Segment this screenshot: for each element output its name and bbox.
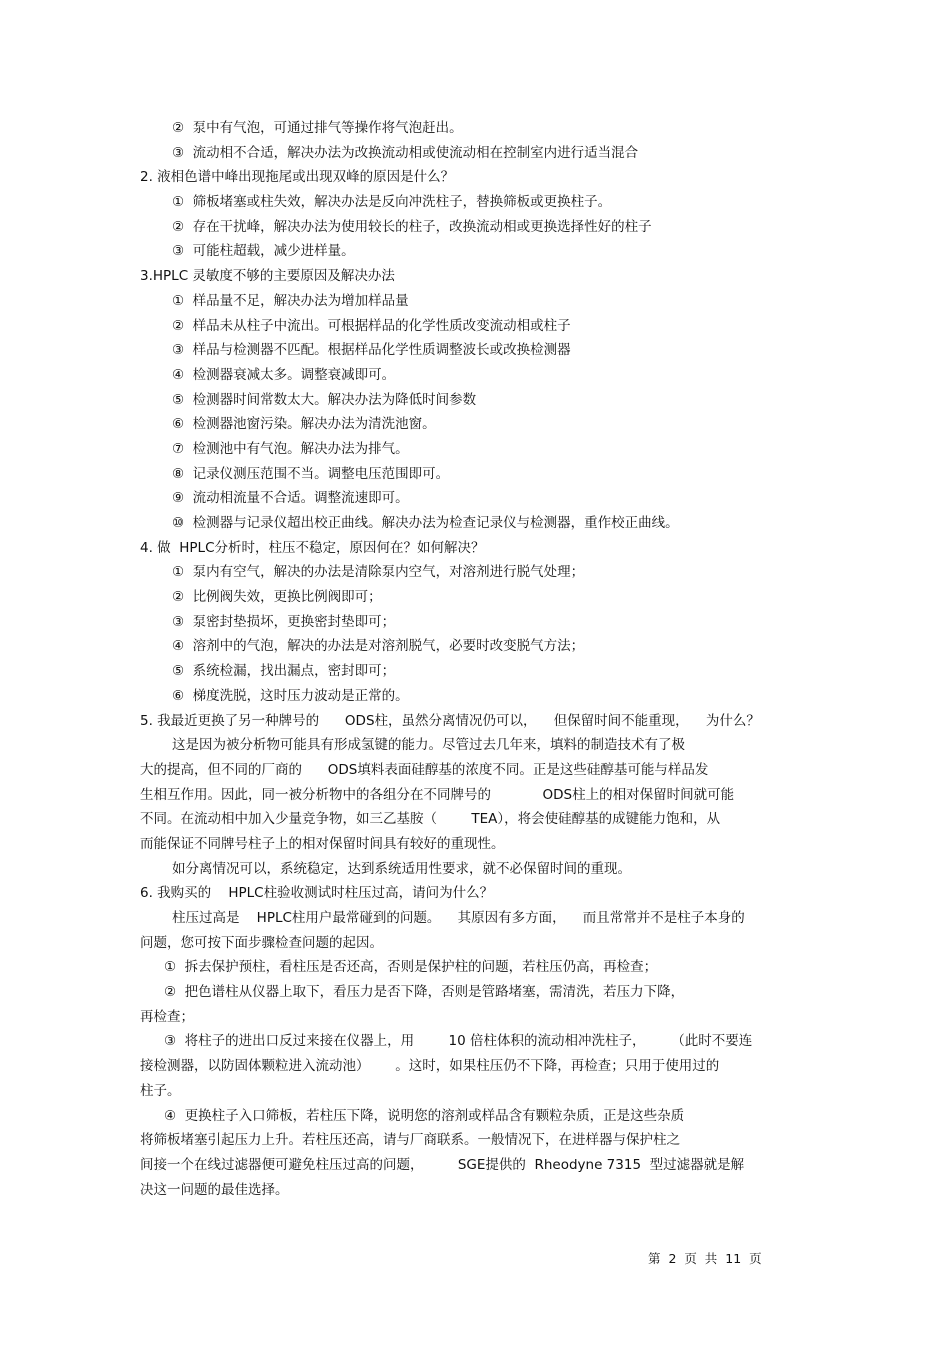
paragraph-line: 再检查；: [140, 1008, 194, 1025]
list-item: ⑥ 梯度洗脱，这时压力波动是正常的。: [172, 687, 409, 704]
paragraph-line: 决这一问题的最佳选择。: [140, 1181, 289, 1198]
list-item: ③ 可能柱超载，减少进样量。: [172, 243, 355, 260]
list-item: ③ 流动相不合适，解决办法为改换流动相或使流动相在控制室内进行适当混合: [172, 144, 639, 161]
list-item: ⑤ 系统检漏，找出漏点，密封即可；: [172, 663, 396, 680]
question-heading: 5. 我最近更换了另一种牌号的 ODS柱，虽然分离情况仍可以， 但保留时间不能重现， 为什么？: [140, 712, 760, 729]
list-item: ③ 样品与检测器不匹配。根据样品化学性质调整波长或改换检测器: [172, 342, 571, 359]
list-item: ④ 溶剂中的气泡，解决的办法是对溶剂脱气，必要时改变脱气方法；: [172, 638, 585, 655]
list-item: ⑦ 检测池中有气泡。解决办法为排气。: [172, 440, 409, 457]
paragraph-line: 不同。在流动相中加入少量竞争物，如三乙基胺（ TEA），将会使硅醇基的成键能力饱和，从: [140, 811, 721, 828]
list-item: ② 比例阀失效，更换比例阀即可；: [172, 589, 382, 606]
list-item: ② 泵中有气泡，可通过排气等操作将气泡赶出。: [172, 120, 463, 136]
document-body: [140, 116, 810, 1202]
list-item: ① 筛板堵塞或柱失效，解决办法是反向冲洗柱子，替换筛板或更换柱子。: [172, 194, 612, 211]
paragraph-line: 生相互作用。因此，同一被分析物中的各组分在不同牌号的 ODS柱上的相对保留时间就可能: [140, 786, 735, 803]
question-heading: 3.HPLC 灵敏度不够的主要原因及解决办法: [140, 268, 395, 285]
step-item: ③ 将柱子的进出口反过来接在仪器上，用 10 倍柱体积的流动相冲洗柱子， （此时不要连: [164, 1033, 753, 1050]
list-item: ⑨ 流动相流量不合适。调整流速即可。: [172, 490, 409, 507]
paragraph-line: 柱子。: [140, 1082, 181, 1099]
paragraph-line: 间接一个在线过滤器便可避免柱压过高的问题， SGE提供的 Rheodyne 7315 型过滤器就是解: [140, 1156, 745, 1173]
paragraph-line: 这是因为被分析物可能具有形成氢键的能力。尽管过去几年来，填料的制造技术有了极: [172, 737, 685, 754]
list-item: ⑩ 检测器与记录仪超出校正曲线。解决办法为检查记录仪与检测器，重作校正曲线。: [172, 515, 679, 531]
list-item: ① 样品量不足，解决办法为增加样品量: [172, 292, 409, 309]
list-item: ② 样品未从柱子中流出。可根据样品的化学性质改变流动相或柱子: [172, 317, 571, 334]
question-heading: 4. 做 HPLC分析时，柱压不稳定，原因何在？如何解决？: [140, 539, 485, 556]
paragraph-line: 接检测器，以防固体颗粒进入流动池） 。这时，如果柱压仍不下降，再检查；只用于使用过的: [140, 1058, 720, 1075]
list-item: ⑧ 记录仪测压范围不当。调整电压范围即可。: [172, 465, 450, 482]
step-item: ② 把色谱柱从仪器上取下，看压力是否下降，否则是管路堵塞，需清洗，若压力下降，: [164, 984, 685, 1001]
question-heading: 2. 液相色谱中峰出现拖尾或出现双峰的原因是什么？: [140, 169, 455, 186]
list-item: ⑥ 检测器池窗污染。解决办法为清洗池窗。: [172, 416, 436, 433]
list-item: ⑤ 检测器时间常数太大。解决办法为降低时间参数: [172, 391, 477, 408]
paragraph-line: 柱压过高是 HPLC柱用户最常碰到的问题。 其原因有多方面， 而且常常并不是柱子本身的: [172, 910, 745, 926]
paragraph-line: 问题，您可按下面步骤检查问题的起因。: [140, 934, 383, 951]
list-item: ① 泵内有空气，解决的办法是清除泵内空气，对溶剂进行脱气处理；: [172, 564, 585, 581]
step-item: ④ 更换柱子入口筛板，若柱压下降，说明您的溶剂或样品含有颗粒杂质，正是这些杂质: [164, 1107, 685, 1124]
paragraph-line: 大的提高，但不同的厂商的 ODS填料表面硅醇基的浓度不同。正是这些硅醇基可能与样品发: [140, 761, 709, 778]
list-item: ③ 泵密封垫损坏，更换密封垫即可；: [172, 613, 396, 630]
question-heading: 6. 我购买的 HPLC柱验收测试时柱压过高，请问为什么？: [140, 885, 494, 902]
paragraph-line: 而能保证不同牌号柱子上的相对保留时间具有较好的重现性。: [140, 835, 505, 852]
list-item: ② 存在干扰峰，解决办法为使用较长的柱子，改换流动相或更换选择性好的柱子: [172, 218, 652, 235]
list-item: ④ 检测器衰减太多。调整衰减即可。: [172, 366, 396, 383]
paragraph-line: 如分离情况可以，系统稳定，达到系统适用性要求，就不必保留时间的重现。: [172, 860, 631, 877]
step-item: ① 拆去保护预柱，看柱压是否还高，否则是保护柱的问题，若柱压仍高，再检查；: [164, 959, 658, 976]
page-footer: 第 2 页 共 11 页: [648, 1251, 762, 1266]
paragraph-line: 将筛板堵塞引起压力上升。若柱压还高，请与厂商联系。一般情况下，在进样器与保护柱之: [140, 1132, 680, 1149]
